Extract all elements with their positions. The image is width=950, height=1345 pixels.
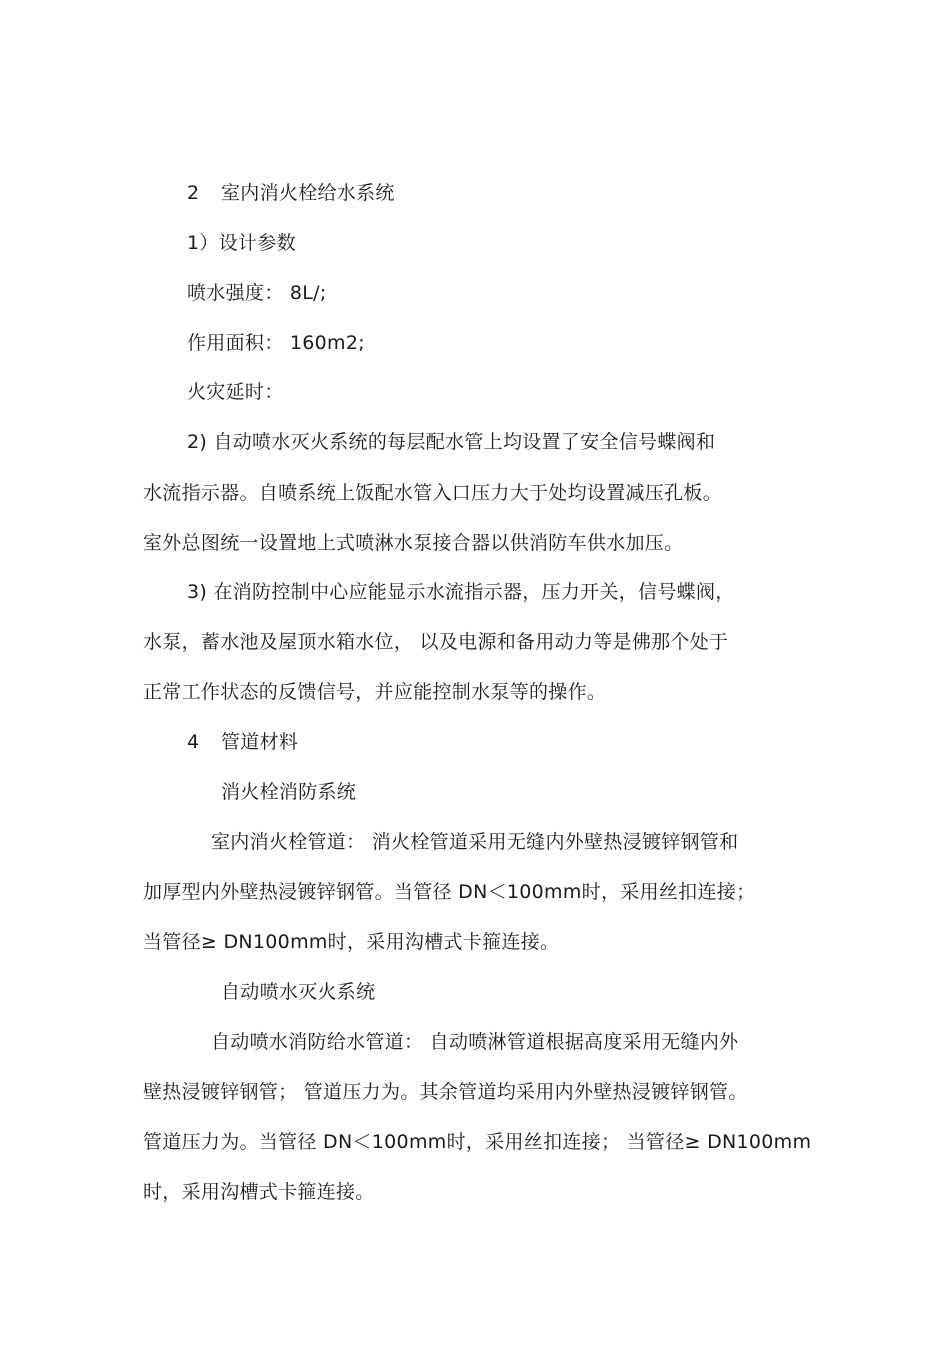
section-heading-4	[187, 729, 298, 755]
hydrant-line2: 加厚型内外壁热浸镀锌钢管。当管径 DN＜100mm时，采用丝扣连接；	[143, 881, 756, 903]
sprinkler-line3: 管道压力为。当管径 DN＜100mm时，采用丝扣连接； 当管径≥ DN100mm	[143, 1131, 812, 1153]
sprinkler-line4: 时，采用沟槽式卡箍连接。	[143, 1181, 375, 1203]
para2-line3: 室外总图统一设置地上式喷淋水泵接合器以供消防车供水加压。	[143, 532, 684, 554]
section-title: 室内消火栓给水系统	[221, 182, 395, 204]
fire-delay-line: 火灾延时：	[187, 381, 284, 403]
sprinkler-line2: 壁热浸镀锌钢管； 管道压力为。其余管道均采用内外壁热浸镀锌钢管。	[143, 1081, 748, 1103]
spray-intensity-line: 喷水强度： 8L/;	[187, 282, 327, 304]
hydrant-subheading: 消火栓消防系统	[221, 781, 357, 803]
para2-line2: 水流指示器。自喷系统上饭配水管入口压力大于处均设置减压孔板。	[143, 482, 723, 504]
para3-line1: 3) 在消防控制中心应能显示水流指示器，压力开关，信号蝶阀，	[187, 581, 735, 603]
para2-line1: 2) 自动喷水灭火系统的每层配水管上均设置了安全信号蝶阀和	[187, 431, 716, 453]
section-number: 2	[187, 182, 200, 204]
section-title: 管道材料	[221, 731, 299, 753]
para3-line3: 正常工作状态的反馈信号，并应能控制水泵等的操作。	[143, 681, 607, 703]
action-area-line: 作用面积： 160m2;	[187, 332, 365, 354]
design-params-heading: 1）设计参数	[187, 232, 296, 254]
section-heading-2	[187, 180, 395, 206]
para3-line2: 水泵，蓄水池及屋顶水箱水位， 以及电源和备用动力等是佛那个处于	[143, 631, 729, 653]
hydrant-line3: 当管径≥ DN100mm时，采用沟槽式卡箍连接。	[143, 931, 560, 953]
hydrant-line1: 室内消火栓管道： 消火栓管道采用无缝内外壁热浸镀锌钢管和	[211, 831, 739, 853]
sprinkler-line1: 自动喷水消防给水管道： 自动喷淋管道根据高度采用无缝内外	[211, 1031, 739, 1053]
sprinkler-subheading: 自动喷水灭火系统	[221, 981, 376, 1003]
section-number: 4	[187, 731, 200, 753]
